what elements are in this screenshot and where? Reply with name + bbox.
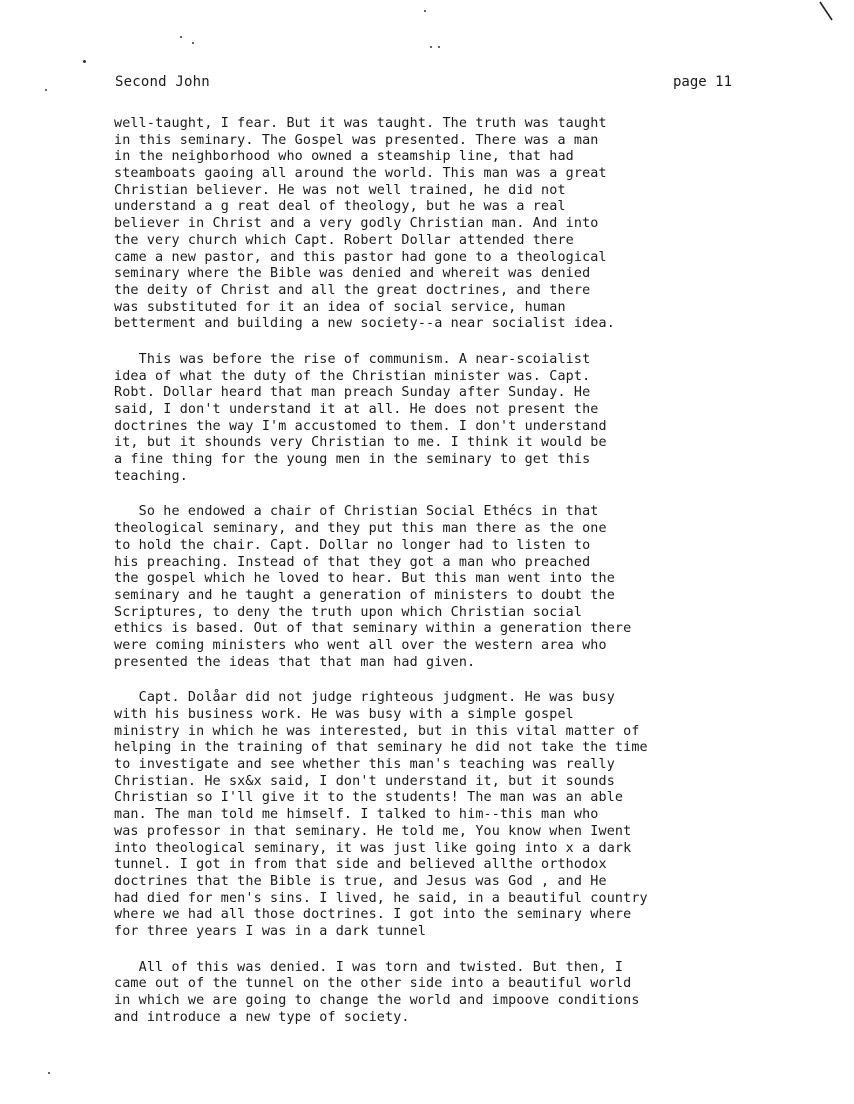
text-line: in the neighborhood who owned a steamship line, that had <box>114 149 574 165</box>
text-line: presented the ideas that that man had given. <box>114 654 476 670</box>
scan-speck <box>438 46 440 48</box>
scan-speck <box>48 1072 50 1074</box>
text-line: This was before the rise of communism. A near-scoialist <box>114 351 591 367</box>
text-line: for three years I was in a dark tunnel <box>114 923 427 939</box>
paragraph <box>114 690 774 940</box>
text-line: idea of what the duty of the Christian minister was. Capt. <box>114 368 591 384</box>
text-line: believer in Christ and a very godly Christian man. And into <box>114 216 599 232</box>
text-line: a fine thing for the young men in the seminary to get this <box>114 452 591 468</box>
text-line: were coming ministers who went all over the western area who <box>114 637 607 653</box>
text-line: understand a g reat deal of theology, but he was a real <box>114 199 566 215</box>
text-line: tunnel. I got in from that side and believed allthe orthodox <box>114 857 607 873</box>
text-line: and introduce a new type of society. <box>114 1009 410 1025</box>
text-line: into theological seminary, it was just like going into x a dark <box>114 840 632 856</box>
text-line: All of this was denied. I was torn and twisted. But then, I <box>114 959 624 975</box>
scan-speck <box>430 46 432 48</box>
text-line: theological seminary, and they put this man there as the one <box>114 521 607 537</box>
text-line: Christian so I'll give it to the students! The man was an able <box>114 790 624 806</box>
paragraph <box>114 116 774 333</box>
text-line: teaching. <box>114 468 188 484</box>
text-line: helping in the training of that seminary he did not take the time <box>114 740 648 756</box>
paragraph <box>114 352 774 486</box>
text-line: with his business work. He was busy with a simple gospel <box>114 707 574 722</box>
text-line: ethics is based. Out of that seminary within a generation there <box>114 621 632 637</box>
text-line: seminary where the Bible was denied and whereit was denied <box>114 266 591 282</box>
text-line: the very church which Capt. Robert Dollar attended there <box>114 232 574 248</box>
text-line: doctrines that the Bible is true, and Jesus was God , and He <box>114 873 607 889</box>
text-line: the deity of Christ and all the great doctrines, and there <box>114 282 591 298</box>
text-line: Christian believer. He was not well trained, he did not <box>114 182 566 198</box>
text-line: doctrines the way I'm accustomed to them. I don't understand <box>114 418 607 434</box>
text-line: his preaching. Instead of that they got a man who preached <box>114 554 591 570</box>
text-line: the gospel which he loved to hear. But this man went into the <box>114 571 615 587</box>
scan-speck <box>424 10 426 12</box>
page-corner-mark <box>818 0 834 22</box>
text-line: steamboats gaoing all around the world. This man was a great <box>114 166 607 182</box>
text-line: where we had all those doctrines. I got into the seminary where <box>114 907 632 923</box>
text-line: Robt. Dollar heard that man preach Sunday after Sunday. He <box>114 385 591 401</box>
text-line: was professor in that seminary. He told me, You know when Iwent <box>114 823 632 839</box>
text-line: Capt. Dolåar did not judge righteous judgment. He was busy <box>114 690 615 706</box>
text-line: in which we are going to change the world and impoove conditions <box>114 993 640 1008</box>
text-line: it, but it shounds very Christian to me. I think it would be <box>114 435 607 451</box>
scan-speck <box>192 42 194 44</box>
text-line: to investigate and see whether this man's teaching was really <box>114 757 615 773</box>
text-line: Christian. He sx&x said, I don't understand it, but it sounds <box>114 773 615 789</box>
text-line: man. The man told me himself. I talked to him--this man who <box>114 807 599 823</box>
scan-speck <box>45 89 47 91</box>
text-line: well-taught, I fear. But it was taught. The truth was taught <box>114 116 607 131</box>
text-line: to hold the chair. Capt. Dollar no longer had to listen to <box>114 537 591 553</box>
text-line: was substituted for it an idea of social service, human <box>114 299 566 315</box>
text-line: said, I don't understand it at all. He does not present the <box>114 402 599 417</box>
text-line: seminary and he taught a generation of ministers to doubt the <box>114 587 615 603</box>
text-line: ministry in which he was interested, but in this vital matter of <box>114 723 640 739</box>
paragraph <box>114 960 774 1027</box>
text-line: So he endowed a chair of Christian Social Ethécs in that <box>114 504 599 520</box>
text-line: came out of the tunnel on the other side into a beautiful world <box>114 976 632 992</box>
text-line: in this seminary. The Gospel was presented. There was a man <box>114 132 599 148</box>
page-number: page 11 <box>673 74 733 90</box>
scan-speck <box>83 60 86 63</box>
text-line: Scriptures, to deny the truth upon which Christian social <box>114 604 583 620</box>
text-line: came a new pastor, and this pastor had gone to a theological <box>114 249 607 265</box>
text-line: had died for men's sins. I lived, he said, in a beautiful country <box>114 890 648 906</box>
paragraph <box>114 504 774 671</box>
scan-speck <box>180 36 182 38</box>
text-line: betterment and building a new society--a near socialist idea. <box>114 316 615 332</box>
body-text <box>114 116 774 1045</box>
running-title: Second John <box>115 74 210 90</box>
